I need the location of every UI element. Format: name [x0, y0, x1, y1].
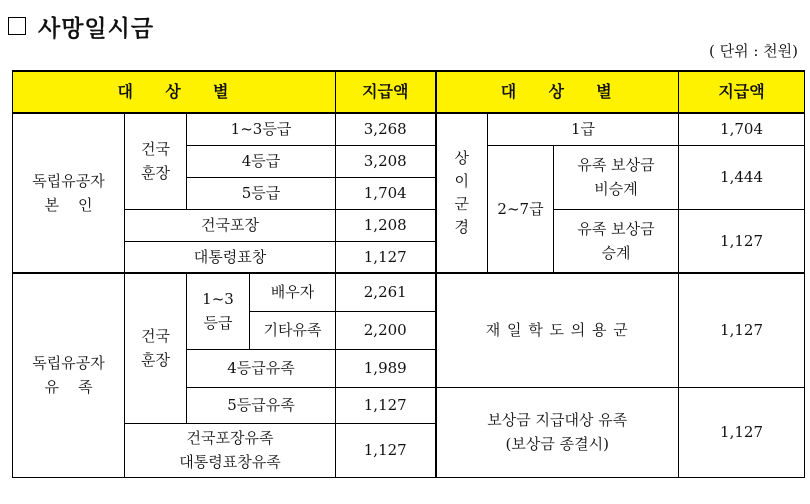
merit-medal-label: 건국포장: [125, 209, 336, 241]
table-row: [13, 209, 805, 241]
merit-medal-amount: 1,208: [336, 209, 436, 241]
header-left-category: 대 상 별: [13, 71, 336, 113]
spouse-label: 배우자: [250, 273, 336, 311]
other-family-amount: 2,200: [336, 311, 436, 349]
medal-group-cell: [125, 113, 187, 209]
family-grade-5-amount: 1,127: [336, 387, 436, 423]
grade-5-amount: 1,704: [336, 177, 436, 209]
grade-4-amount: 3,208: [336, 145, 436, 177]
header-left-amount: 지급액: [336, 71, 436, 113]
family-grade-5-label: 5등급유족: [187, 387, 336, 423]
family-group-line1: 독립유공자: [32, 354, 105, 373]
grade-4-label: 4등급: [187, 145, 336, 177]
family-medal-pres-line1: 건국포장유족: [186, 429, 274, 447]
wounded-group-cell: [436, 113, 488, 273]
non-succession-amount: 1,444: [679, 145, 805, 209]
jae-il-amount: 1,127: [679, 273, 805, 387]
grade-5-label: 5등급: [187, 177, 336, 209]
succession-cell: [554, 209, 679, 273]
succession-line2: 승계: [601, 243, 631, 262]
unit-note: ( 단위 : 천원): [708, 42, 798, 60]
square-bullet-icon: [8, 17, 26, 35]
family-medal-line2: 훈장: [141, 351, 170, 370]
jae-il-label: 재 일 학 도 의 용 군: [436, 273, 679, 387]
section-heading: [8, 6, 154, 46]
wounded-char-1: 상: [454, 148, 469, 167]
non-succession-line2: 비승계: [594, 180, 638, 198]
person-group-line1: 독립유공자: [32, 172, 105, 190]
header-right-amount: 지급액: [679, 71, 805, 113]
family-medal-line1: 건국: [141, 327, 170, 346]
family-medal-group-cell: [125, 273, 187, 423]
medal-group-line1: 건국: [141, 140, 170, 159]
wounded-char-3: 군: [454, 195, 469, 213]
medal-group-line2: 훈장: [141, 164, 170, 183]
table-header-row: [13, 71, 805, 113]
family-grade-4-label: 4등급유족: [187, 349, 336, 387]
person-group-line2: 본 인: [44, 196, 93, 214]
family-grade-1-3-line1: 1~3: [202, 290, 234, 309]
grade-1-3-label: 1~3등급: [187, 113, 336, 145]
non-succession-line1: 유족 보상금: [577, 156, 655, 174]
family-medal-pres-amount: 1,127: [336, 423, 436, 477]
benefit-table: [12, 70, 805, 478]
comp-family-line2: (보상금 종결시): [505, 435, 609, 453]
family-grade-4-amount: 1,989: [336, 349, 436, 387]
family-grade-1-3-cell: [187, 273, 250, 349]
pres-commend-label: 대통령표창: [125, 241, 336, 273]
header-right-category: 대 상 별: [436, 71, 679, 113]
family-medal-pres-line2: 대통령표창유족: [179, 453, 281, 471]
wounded-char-2: 이: [454, 171, 469, 190]
grade-2-7-label: 2~7급: [488, 145, 554, 273]
family-group-line2: 유 족: [44, 378, 93, 397]
grade-1-amount: 1,704: [679, 113, 805, 145]
non-succession-cell: [554, 145, 679, 209]
grade-1-label: 1급: [488, 113, 679, 145]
succession-amount: 1,127: [679, 209, 805, 273]
family-medal-pres-cell: [125, 423, 336, 477]
pres-commend-amount: 1,127: [336, 241, 436, 273]
succession-line1: 유족 보상금: [577, 219, 655, 238]
wounded-char-4: 경: [454, 218, 469, 237]
spouse-amount: 2,261: [336, 273, 436, 311]
family-group-cell: [13, 273, 125, 477]
grade-1-3-amount: 3,268: [336, 113, 436, 145]
section-title: 사망일시금: [38, 15, 155, 42]
comp-family-line1: 보상금 지급대상 유족: [487, 411, 628, 429]
person-group-cell: [13, 113, 125, 273]
other-family-label: 기타유족: [250, 311, 336, 349]
family-grade-1-3-line2: 등급: [203, 314, 233, 333]
table-row: [13, 113, 805, 145]
comp-family-cell: [436, 387, 679, 477]
table-row: [13, 273, 805, 311]
comp-family-amount: 1,127: [679, 387, 805, 477]
